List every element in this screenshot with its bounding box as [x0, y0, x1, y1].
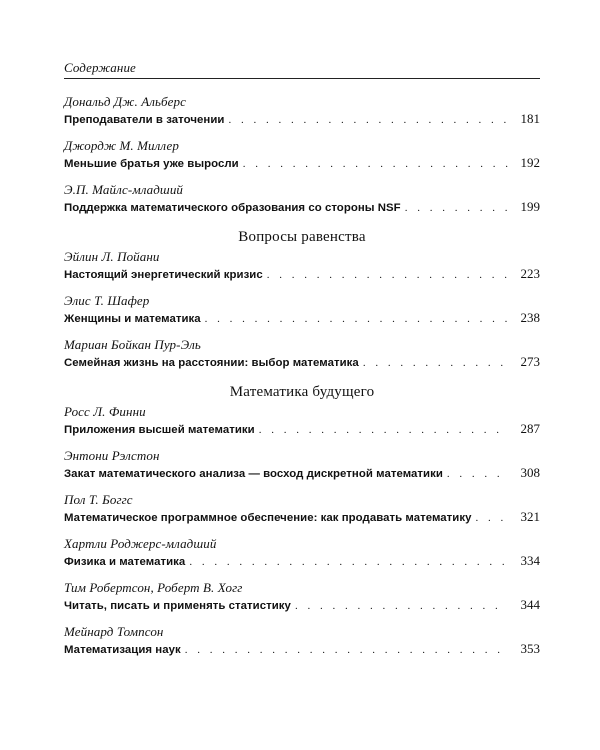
entry-title[interactable]: Математическое программное обеспечение: как продавать математику — [64, 512, 472, 524]
entry-page-number: 321 — [520, 509, 540, 524]
entry-line[interactable] — [64, 154, 540, 173]
entry-line[interactable] — [64, 198, 540, 217]
table-of-contents — [64, 94, 540, 659]
toc-entry — [64, 293, 540, 328]
entry-line[interactable] — [64, 596, 540, 615]
dot-leader — [205, 311, 508, 328]
entry-page-number: 238 — [520, 310, 540, 325]
entry-line[interactable] — [64, 265, 540, 284]
entry-page-number: 344 — [520, 597, 540, 612]
entry-page-number: 181 — [520, 111, 540, 126]
toc-entry — [64, 404, 540, 439]
entry-page-number: 273 — [520, 354, 540, 369]
section-title: Математика будущего — [229, 384, 375, 400]
toc-entry — [64, 580, 540, 615]
toc-entry — [64, 337, 540, 372]
entry-line[interactable] — [64, 420, 540, 439]
entry-author: Эйлин Л. Пойани — [64, 249, 160, 264]
entry-title[interactable]: Приложения высшей математики — [64, 424, 255, 436]
entry-title[interactable]: Физика и математика — [64, 556, 186, 568]
entry-author: Росс Л. Финни — [64, 404, 146, 419]
toc-page — [64, 60, 540, 668]
entry-title[interactable]: Читать, писать и применять статистику — [64, 600, 291, 612]
section-title: Вопросы равенства — [238, 229, 366, 245]
dot-leader — [267, 267, 508, 284]
toc-entry — [64, 492, 540, 527]
entry-author: Мейнард Томпсон — [64, 624, 164, 639]
entry-title[interactable]: Женщины и математика — [64, 313, 201, 325]
entry-author: Энтони Рэлстон — [64, 448, 160, 463]
entry-page-number: 334 — [520, 553, 540, 568]
dot-leader — [447, 466, 508, 483]
entry-title[interactable]: Закат математического анализа — восход дискретной математики — [64, 468, 443, 480]
entry-title[interactable]: Поддержка математического образования со стороны NSF — [64, 202, 401, 214]
toc-entry — [64, 448, 540, 483]
dot-leader — [476, 510, 509, 527]
entry-title[interactable]: Семейная жизнь на расстоянии: выбор математика — [64, 357, 359, 369]
toc-entry — [64, 536, 540, 571]
dot-leader — [363, 355, 508, 372]
entry-line[interactable] — [64, 309, 540, 328]
dot-leader — [243, 156, 508, 173]
entry-author: Элис Т. Шафер — [64, 293, 150, 308]
entry-line[interactable] — [64, 353, 540, 372]
entry-title[interactable]: Настоящий энергетический кризис — [64, 269, 263, 281]
toc-entry — [64, 94, 540, 129]
entry-title[interactable]: Преподаватели в заточении — [64, 114, 225, 126]
running-header: Содержание — [64, 60, 540, 79]
entry-line[interactable] — [64, 640, 540, 659]
toc-entry — [64, 624, 540, 659]
entry-author: Джордж М. Миллер — [64, 138, 179, 153]
entry-line[interactable] — [64, 508, 540, 527]
entry-line[interactable] — [64, 552, 540, 571]
entry-line[interactable] — [64, 464, 540, 483]
dot-leader — [295, 598, 508, 615]
entry-title[interactable]: Меньшие братья уже выросли — [64, 158, 239, 170]
entry-line[interactable] — [64, 110, 540, 129]
entry-author: Тим Робертсон, Роберт В. Хогг — [64, 580, 243, 595]
entry-page-number: 308 — [520, 465, 540, 480]
toc-entry — [64, 182, 540, 217]
entry-author: Э.П. Майлс-младший — [64, 182, 184, 197]
dot-leader — [228, 112, 508, 129]
dot-leader — [405, 200, 508, 217]
entry-page-number: 287 — [520, 421, 540, 436]
entry-page-number: 199 — [520, 199, 540, 214]
entry-page-number: 353 — [520, 641, 540, 656]
entry-title[interactable]: Математизация наук — [64, 644, 181, 656]
entry-author: Пол Т. Боггс — [64, 492, 133, 507]
entry-author: Хартли Роджерс-младший — [64, 536, 217, 551]
entry-author: Дональд Дж. Альберс — [64, 94, 186, 109]
toc-entry — [64, 249, 540, 284]
toc-entry — [64, 138, 540, 173]
dot-leader — [189, 554, 508, 571]
entry-author: Мариан Бойкан Пур-Эль — [64, 337, 201, 352]
entry-page-number: 223 — [520, 266, 540, 281]
dot-leader — [259, 422, 508, 439]
dot-leader — [185, 642, 508, 659]
entry-page-number: 192 — [520, 155, 540, 170]
